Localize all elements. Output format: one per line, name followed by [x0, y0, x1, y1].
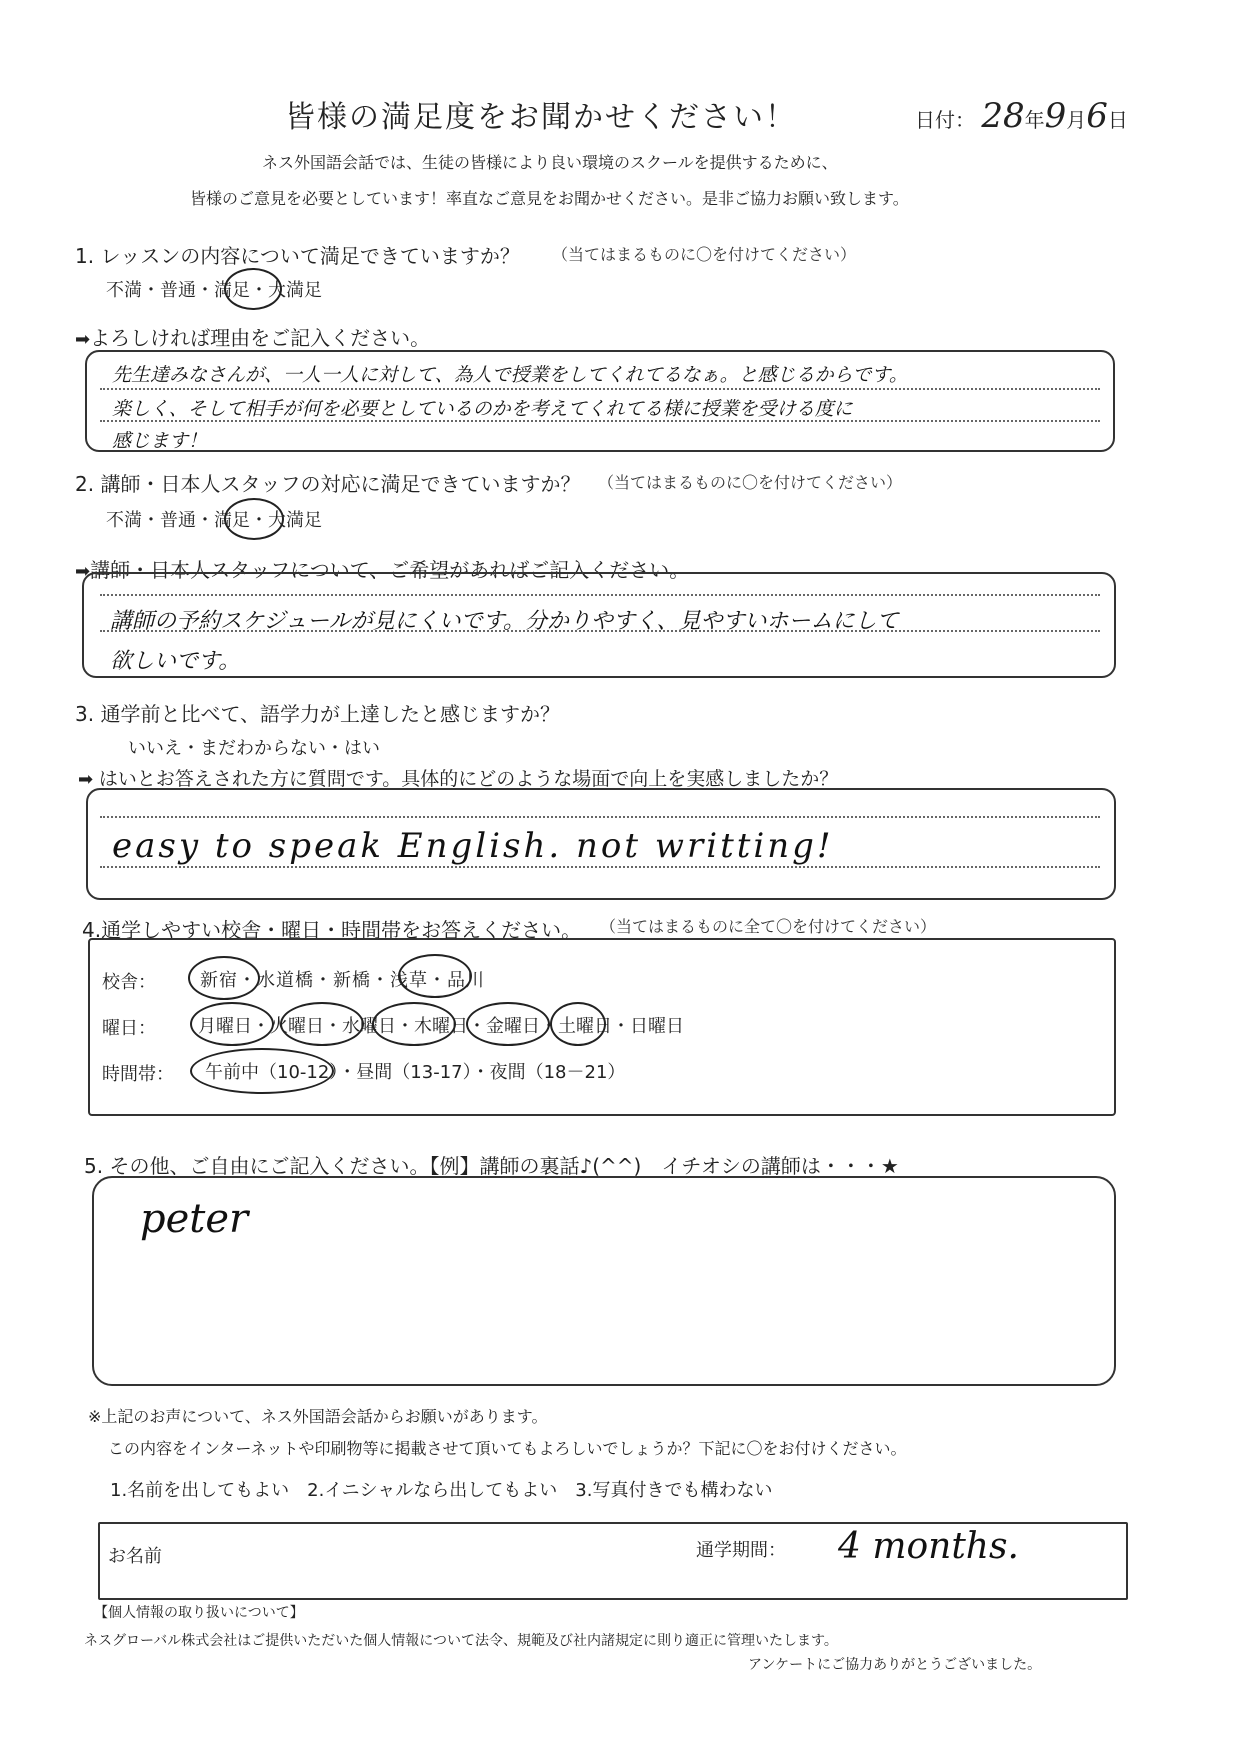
thanks-text: アンケートにご協力ありがとうございました。: [748, 1657, 1042, 1673]
time-morning-circle: [190, 1048, 334, 1094]
q5-question: 5. その他、ご自由にご記入ください。【例】講師の裏話♪(^^) イチオシの講師は・・・★: [84, 1154, 899, 1178]
privacy-text: ネスグローバル株式会社はご提供いただいた個人情報について法令、規範及び社内諸規定に則り適正に管理いたします。: [84, 1633, 838, 1649]
q4-school-label: 校舎：: [102, 972, 156, 993]
date-day-suffix: 日: [1107, 108, 1128, 132]
q2-answer-line-2: 欲しいです。: [110, 649, 241, 674]
date-label: 日付：: [915, 108, 975, 132]
q3-answer: easy to speak English. not writting!: [112, 826, 834, 866]
q1-answer-line-3: 感じます！: [112, 430, 208, 452]
date-year-value: 28: [981, 96, 1025, 136]
day-thursday-circle: [466, 1002, 550, 1046]
date-month-suffix: 月: [1066, 108, 1087, 132]
q5-answer: peter: [140, 1196, 249, 1242]
q1-selected-circle: [224, 268, 282, 310]
date-year-suffix: 年: [1024, 108, 1045, 132]
privacy-title: 【個人情報の取り扱いについて】: [94, 1605, 304, 1621]
q4-hint: （当てはまるものに全て〇を付けてください）: [600, 917, 937, 936]
name-label: お名前: [108, 1546, 162, 1567]
q1-reason-prompt: [75, 322, 430, 351]
arrow-right-icon: ➡: [78, 769, 99, 790]
q1-reason-prompt-text: よろしければ理由をご記入ください。: [90, 326, 431, 350]
q1-answer-line-2: 楽しく、そして相手が何を必要としているのかを考えてくれてる様に授業を受ける度に: [112, 398, 853, 420]
day-wednesday-circle: [372, 1002, 456, 1046]
permission-line-1: ※上記のお声について、ネス外国語会話からお願いがあります。: [88, 1407, 548, 1426]
q4-times[interactable]: 午前中（10-12）・昼間（13-17）・夜間（18－21）: [205, 1062, 626, 1083]
period-value: 4 months.: [838, 1526, 1019, 1567]
q3-question: 3. 通学前と比べて、語学力が上達したと感じますか？: [75, 702, 561, 726]
q3-follow-prompt-text: はいとお答えされた方に質問です。具体的にどのような場面で向上を実感しましたか？: [98, 768, 839, 790]
q2-options[interactable]: 不満・普通・満足・大満足: [106, 510, 322, 531]
q3-options[interactable]: いいえ・まだわからない・はい: [128, 738, 380, 759]
day-monday-circle: [190, 1002, 274, 1046]
q2-question: 2. 講師・日本人スタッフの対応に満足できていますか？: [75, 472, 581, 496]
school-shinjuku-circle: [188, 956, 260, 1000]
intro-line-2: 皆様のご意見を必要としています！率直なご意見をお聞かせください。是非ご協力お願い致します。: [190, 189, 909, 208]
q2-answer-line-1: 講師の予約スケジュールが見にくいです。分かりやすく、見やすいホームにして: [110, 609, 899, 634]
arrow-right-icon: ➡: [75, 329, 91, 350]
q2-selected-circle: [224, 498, 284, 540]
school-asakusa-circle: [398, 954, 472, 998]
q1-hint: （当てはまるものに〇を付けてください）: [552, 245, 857, 264]
q4-question: 4.通学しやすい校舎・曜日・時間帯をお答えください。: [82, 918, 582, 942]
q1-question: 1. レッスンの内容について満足できていますか？: [75, 244, 520, 268]
permission-line-2: この内容をインターネットや印刷物等に掲載させて頂いてもよろしいでしょうか？下記に〇をお付けください。: [108, 1439, 907, 1458]
page-title: 皆様の満足度をお聞かせください！: [285, 100, 797, 135]
q4-schools[interactable]: 新宿・水道橋・新橋・浅草・品川: [200, 970, 485, 991]
day-friday-circle: [550, 1002, 606, 1046]
q1-options[interactable]: 不満・普通・満足・大満足: [106, 280, 322, 301]
q4-day-label: 曜日：: [102, 1018, 156, 1039]
q2-hint: （当てはまるものに〇を付けてください）: [598, 473, 903, 492]
period-label: 通学期間：: [696, 1540, 786, 1561]
date-field[interactable]: [915, 96, 1128, 136]
q3-follow-prompt: [78, 764, 838, 791]
date-day-value: 6: [1086, 96, 1108, 136]
date-month-value: 9: [1044, 96, 1067, 136]
q4-time-label: 時間帯：: [102, 1064, 174, 1085]
q4-days[interactable]: 月曜日・火曜日・水曜日・木曜日・金曜日・土曜日・日曜日: [198, 1016, 684, 1037]
q2-reason-prompt-text: 講師・日本人スタッフについて、ご希望があればご記入ください。: [90, 558, 690, 582]
arrow-right-icon: ➡: [75, 561, 91, 582]
q1-answer-line-1: 先生達みなさんが、一人一人に対して、為人で授業をしてくれてるなぁ。と感じるからです。: [112, 364, 908, 386]
day-tuesday-circle: [280, 1002, 364, 1046]
intro-line-1: ネス外国語会話では、生徒の皆様により良い環境のスクールを提供するために、: [262, 153, 838, 172]
permission-options[interactable]: 1.名前を出してもよい 2.イニシャルなら出してもよい 3.写真付きでも構わない: [110, 1480, 773, 1501]
